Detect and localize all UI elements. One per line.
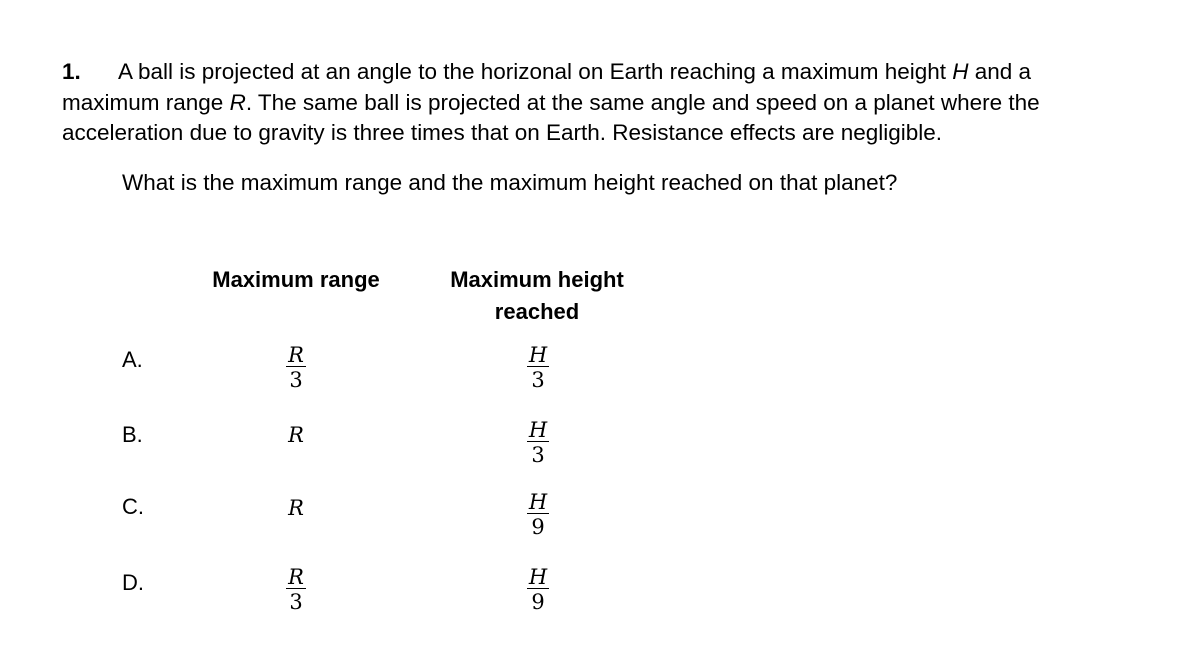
question-text-part-2: and a maximum range [62,59,1032,115]
question-text-part-1: A ball is projected at an angle to the horizonal on Earth reaching a maximum height [118,59,953,84]
option-c-height-denominator: 9 [531,515,545,539]
option-d-letter: D. [122,570,144,595]
option-d-range-denominator: 3 [289,590,303,614]
column-header-maximum-range: Maximum range [212,267,380,292]
option-c-letter: C. [122,494,144,519]
question-text-part-3: . The same ball is projected at the same angle and speed on a planet where the acceleration due to gravity is three times that on Earth. Resistance effects are negligible. [62,89,1040,145]
option-c-height-numerator: H [528,490,548,514]
option-d-range [276,566,316,614]
option-a-height [518,344,558,392]
option-d-height-denominator: 9 [531,590,545,614]
question-text [62,57,1122,149]
option-c-range: R [288,496,304,520]
option-b-letter: B. [122,422,143,447]
option-d-range-numerator: R [288,565,304,589]
range-symbol: R [229,89,246,115]
column-header-maximum-height: Maximum height reached [450,267,624,324]
question-prompt: What is the maximum range and the maximum height reached on that planet? [122,170,898,195]
option-a-range-numerator: R [288,343,304,367]
option-a-height-denominator: 3 [531,368,545,392]
height-symbol: H [952,59,969,84]
option-b-range: R [288,423,304,447]
option-a-letter: A. [122,347,143,372]
option-d-height-numerator: H [528,565,548,589]
option-a-range [276,344,316,392]
question-number: 1. [62,59,81,84]
option-d-height [518,566,558,614]
option-a-range-denominator: 3 [289,368,303,392]
option-a-height-numerator: H [528,343,548,367]
option-b-height-numerator: H [528,418,548,442]
option-b-height-denominator: 3 [531,443,545,467]
option-b-height [518,419,558,467]
option-c-height [518,491,558,539]
